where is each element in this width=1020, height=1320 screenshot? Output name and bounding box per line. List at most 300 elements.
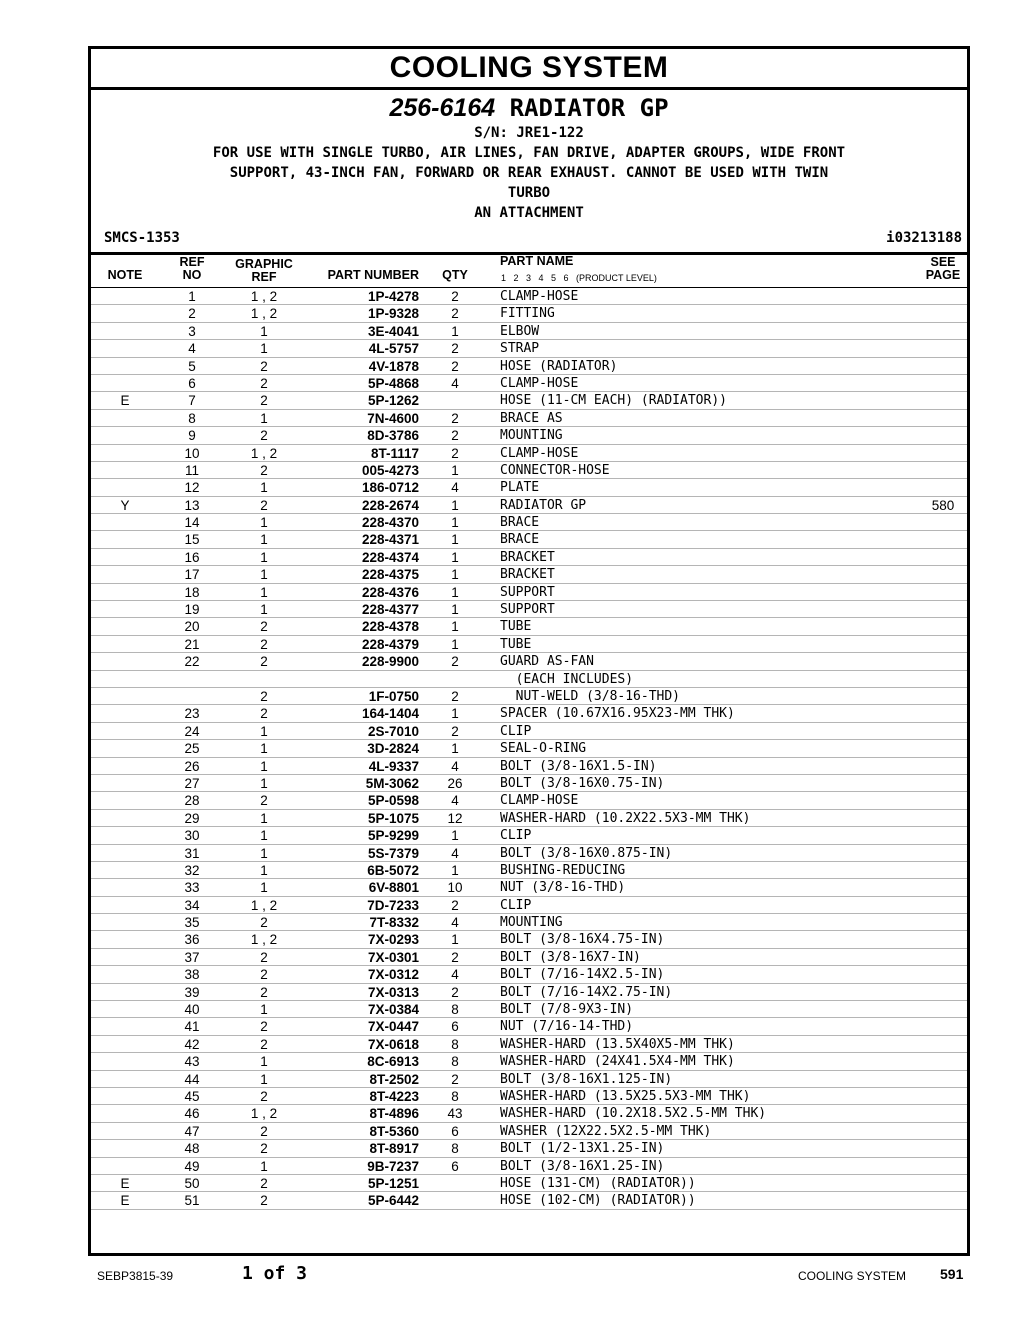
part-number-cell: 5S-7379 — [367, 845, 419, 861]
ref-no-cell: 37 — [184, 949, 200, 965]
part-name-cell: ELBOW — [500, 323, 540, 339]
part-number-cell: 7X-0618 — [367, 1036, 419, 1052]
part-number-cell: 186-0712 — [361, 480, 419, 496]
col-part-number-header: PART NUMBER — [327, 268, 419, 282]
ref-no-cell: 44 — [184, 1071, 200, 1087]
graphic-ref-cell: 2 — [260, 1193, 268, 1209]
part-name-cell: BOLT (7/8-9X3-IN) — [500, 1002, 634, 1018]
part-name-cell: NUT (3/8-16-THD) — [500, 880, 626, 896]
graphic-ref-cell: 2 — [260, 497, 268, 513]
attachment-label: AN ATTACHMENT — [474, 205, 584, 221]
graphic-ref-cell: 1 , 2 — [250, 932, 278, 948]
part-number-cell: 7X-0293 — [367, 932, 419, 948]
ref-no-cell: 48 — [184, 1141, 200, 1157]
graphic-ref-cell: 1 — [260, 880, 268, 896]
ref-no-cell: 12 — [184, 480, 200, 496]
part-number-cell: 4L-5757 — [368, 341, 419, 357]
graphic-ref-cell: 1 , 2 — [250, 289, 278, 304]
ref-no-cell: 47 — [184, 1123, 200, 1139]
part-name-cell: CLAMP-HOSE — [500, 793, 579, 809]
table-row — [91, 462, 967, 479]
part-name-cell: BOLT (7/16-14X2.5-IN) — [500, 967, 665, 983]
part-name-cell: BRACE — [500, 515, 540, 531]
table-row — [91, 479, 967, 496]
part-number-cell: 1P-9328 — [367, 306, 419, 322]
qty-cell: 2 — [451, 723, 459, 739]
ref-no-cell: 50 — [184, 1175, 200, 1191]
qty-cell: 1 — [451, 497, 459, 513]
group-description-line: FOR USE WITH SINGLE TURBO, AIR LINES, FAN DRIVE, ADAPTER GROUPS, WIDE FRONT — [212, 145, 846, 161]
part-number-cell: 228-4375 — [361, 567, 419, 583]
part-name-cell: TUBE — [500, 636, 532, 652]
note-cell: E — [120, 1193, 130, 1209]
part-number-cell: 4V-1878 — [368, 358, 419, 374]
part-name-cell: STRAP — [500, 341, 540, 357]
table-row — [91, 1018, 967, 1035]
graphic-ref-cell: 1 , 2 — [250, 445, 278, 461]
graphic-ref-cell: 1 — [260, 410, 268, 426]
part-number-cell: 7X-0313 — [367, 984, 419, 1000]
graphic-ref-cell: 2 — [260, 619, 268, 635]
ref-no-cell: 49 — [184, 1158, 200, 1174]
part-number-cell: 5P-6442 — [367, 1193, 419, 1209]
qty-cell: 1 — [451, 828, 459, 844]
ref-no-cell: 3 — [188, 323, 196, 339]
table-row — [91, 392, 967, 409]
serial-number: S/N: JRE1-122 — [474, 125, 584, 141]
ref-no-cell: 38 — [184, 967, 200, 983]
ref-no-cell: 4 — [188, 341, 196, 357]
ref-no-cell: 31 — [184, 845, 200, 861]
graphic-ref-cell: 1 — [260, 549, 268, 565]
part-number-cell: 228-9900 — [361, 654, 419, 670]
note-cell: E — [120, 1175, 130, 1191]
qty-cell: 1 — [451, 706, 459, 722]
part-number-cell: 5P-1262 — [367, 393, 419, 409]
table-row — [91, 323, 967, 340]
part-number-cell: 7N-4600 — [367, 410, 419, 426]
qty-cell: 1 — [451, 515, 459, 531]
graphic-ref-cell: 2 — [260, 915, 268, 931]
table-row — [91, 1001, 967, 1018]
graphic-ref-cell: 1 — [260, 828, 268, 844]
part-name-cell: HOSE (11-CM EACH) (RADIATOR)) — [500, 393, 727, 409]
ref-no-cell: 10 — [184, 445, 200, 461]
part-name-cell: SEAL-O-RING — [500, 741, 587, 757]
qty-cell: 2 — [451, 289, 459, 304]
illustration-id: i03213188 — [886, 230, 962, 246]
qty-cell: 8 — [451, 1054, 459, 1070]
table-row — [91, 827, 967, 844]
qty-cell: 6 — [451, 1123, 459, 1139]
graphic-ref-cell: 1 — [260, 584, 268, 600]
qty-cell: 4 — [451, 967, 459, 983]
table-row — [91, 705, 967, 722]
group-name: RADIATOR GP — [495, 94, 669, 122]
part-number-cell: 3D-2824 — [367, 741, 419, 757]
part-number-cell: 9B-7237 — [367, 1158, 419, 1174]
qty-cell: 2 — [451, 1071, 459, 1087]
table-row — [91, 410, 967, 427]
ref-no-cell: 32 — [184, 862, 200, 878]
table-row — [91, 775, 967, 792]
group-description-line: TURBO — [507, 185, 551, 201]
col-see-top: SEE — [930, 255, 956, 269]
part-name-cell: BOLT (3/8-16X7-IN) — [500, 949, 641, 965]
qty-cell: 1 — [451, 862, 459, 878]
part-name-cell: BOLT (3/8-16X0.75-IN) — [500, 775, 665, 791]
part-number-cell: 228-4374 — [361, 549, 419, 565]
part-name-cell: BOLT (3/8-16X1.5-IN) — [500, 758, 657, 774]
table-row — [91, 1105, 967, 1122]
table-row — [91, 758, 967, 775]
qty-cell: 1 — [451, 602, 459, 618]
part-name-cell: BRACKET — [500, 567, 555, 583]
table-row — [91, 966, 967, 983]
footer-page-number: 591 — [940, 1266, 964, 1282]
table-row — [91, 375, 967, 392]
part-number-cell: 228-2674 — [361, 497, 419, 513]
graphic-ref-cell: 2 — [260, 793, 268, 809]
graphic-ref-cell: 1 — [260, 741, 268, 757]
table-row — [91, 653, 967, 670]
table-row — [91, 618, 967, 635]
table-row — [91, 810, 967, 827]
part-number-cell: 2S-7010 — [367, 723, 419, 739]
part-number-cell: 6B-5072 — [367, 862, 419, 878]
graphic-ref-cell: 2 — [260, 375, 268, 391]
see-page-cell: 580 — [931, 497, 955, 513]
part-name-cell: NUT-WELD (3/8-16-THD) — [500, 688, 681, 704]
table-row — [91, 914, 967, 931]
table-row — [91, 288, 967, 305]
part-number-cell: 228-4377 — [361, 602, 419, 618]
group-description-line: SUPPORT, 43-INCH FAN, FORWARD OR REAR EXHAUST. CANNOT BE USED WITH TWIN — [229, 165, 829, 181]
col-see-page-header — [913, 256, 973, 282]
qty-cell: 43 — [447, 1106, 463, 1122]
part-name-cell: NUT (7/16-14-THD) — [500, 1019, 634, 1035]
ref-no-cell: 24 — [184, 723, 200, 739]
part-number-cell: 8T-4896 — [369, 1106, 419, 1122]
table-row — [91, 723, 967, 740]
part-name-cell: WASHER-HARD (13.5X40X5-MM THK) — [500, 1036, 735, 1052]
graphic-ref-cell: 2 — [260, 1088, 268, 1104]
ref-no-cell: 41 — [184, 1019, 200, 1035]
product-level-legend: 1 2 3 4 5 6 (PRODUCT LEVEL) — [501, 273, 657, 283]
qty-cell: 1 — [451, 549, 459, 565]
part-name-cell: CONNECTOR-HOSE — [500, 462, 610, 478]
table-row — [91, 688, 967, 705]
part-name-cell: WASHER-HARD (24X41.5X4-MM THK) — [500, 1054, 735, 1070]
part-number-cell: 8D-3786 — [367, 428, 419, 444]
part-name-cell: BOLT (3/8-16X0.875-IN) — [500, 845, 673, 861]
graphic-ref-cell: 1 — [260, 758, 268, 774]
part-name-cell: WASHER-HARD (10.2X22.5X3-MM THK) — [500, 810, 751, 826]
qty-cell: 1 — [451, 741, 459, 757]
part-number-cell: 228-4378 — [361, 619, 419, 635]
ref-no-cell: 11 — [184, 462, 199, 478]
qty-cell: 1 — [451, 636, 459, 652]
part-name-cell: WASHER-HARD (10.2X18.5X2.5-MM THK) — [500, 1106, 767, 1122]
graphic-ref-cell: 2 — [260, 1036, 268, 1052]
table-row — [91, 1175, 967, 1192]
ref-no-cell: 9 — [188, 428, 196, 444]
graphic-ref-cell: 1 — [260, 775, 268, 791]
graphic-ref-cell: 2 — [260, 706, 268, 722]
part-number-cell: 3E-4041 — [367, 323, 419, 339]
ref-no-cell: 5 — [188, 358, 196, 374]
part-name-cell: HOSE (102-CM) (RADIATOR)) — [500, 1193, 696, 1209]
ref-no-cell: 6 — [188, 375, 196, 391]
part-number-cell: 7X-0384 — [367, 1002, 419, 1018]
col-graphic-header — [229, 258, 299, 284]
part-name-cell: SPACER (10.67X16.95X23-MM THK) — [500, 706, 735, 722]
part-number-cell: 164-1404 — [361, 706, 419, 722]
part-number-cell: 7T-8332 — [369, 915, 419, 931]
part-number-cell: 7X-0312 — [367, 967, 419, 983]
graphic-ref-cell: 2 — [260, 1141, 268, 1157]
ref-no-cell: 19 — [184, 602, 200, 618]
qty-cell: 12 — [447, 810, 463, 826]
ref-no-cell: 23 — [184, 706, 200, 722]
qty-cell: 1 — [451, 462, 459, 478]
part-number-cell: 5P-0598 — [367, 793, 419, 809]
table-row — [91, 497, 967, 514]
note-cell: E — [120, 393, 130, 409]
part-name-cell: BOLT (3/8-16X4.75-IN) — [500, 932, 665, 948]
table-row — [91, 514, 967, 531]
table-row — [91, 445, 967, 462]
graphic-ref-cell: 2 — [260, 462, 268, 478]
part-name-cell: WASHER (12X22.5X2.5-MM THK) — [500, 1123, 712, 1139]
ref-no-cell: 14 — [184, 515, 200, 531]
table-row — [91, 740, 967, 757]
ref-no-cell: 18 — [184, 584, 200, 600]
footer-page-of: 1 of 3 — [242, 1263, 308, 1284]
col-see-bottom: PAGE — [925, 268, 961, 282]
parts-page-frame — [88, 46, 970, 1256]
ref-no-cell: 29 — [184, 810, 200, 826]
ref-no-cell: 2 — [188, 306, 196, 322]
graphic-ref-cell: 1 , 2 — [250, 1106, 278, 1122]
ref-no-cell: 39 — [184, 984, 200, 1000]
group-number: 256-6164 — [389, 94, 496, 122]
ref-no-cell: 21 — [184, 636, 200, 652]
ref-no-cell: 16 — [184, 549, 200, 565]
table-row — [91, 1071, 967, 1088]
graphic-ref-cell: 2 — [260, 949, 268, 965]
ref-no-cell: 40 — [184, 1002, 200, 1018]
graphic-ref-cell: 2 — [260, 1019, 268, 1035]
qty-cell: 2 — [451, 306, 459, 322]
table-row — [91, 340, 967, 357]
ref-no-cell: 51 — [184, 1193, 200, 1209]
graphic-ref-cell: 2 — [260, 428, 268, 444]
part-name-cell: HOSE (131-CM) (RADIATOR)) — [500, 1175, 696, 1191]
part-number-cell: 4L-9337 — [368, 758, 419, 774]
qty-cell: 2 — [451, 984, 459, 1000]
part-number-cell: 8T-5360 — [369, 1123, 419, 1139]
part-number-cell: 5P-4868 — [367, 375, 419, 391]
graphic-ref-cell: 2 — [260, 358, 268, 374]
col-ref-top: REF — [179, 255, 205, 269]
graphic-ref-cell: 1 , 2 — [250, 306, 278, 322]
table-row — [91, 931, 967, 948]
part-name-cell: HOSE (RADIATOR) — [500, 358, 618, 374]
ref-no-cell: 46 — [184, 1106, 200, 1122]
part-name-cell: CLAMP-HOSE — [500, 289, 579, 304]
qty-cell: 8 — [451, 1088, 459, 1104]
qty-cell: 2 — [451, 410, 459, 426]
part-name-cell: WASHER-HARD (13.5X25.5X3-MM THK) — [500, 1088, 751, 1104]
part-name-cell: CLIP — [500, 828, 532, 844]
qty-cell: 4 — [451, 758, 459, 774]
ref-no-cell: 15 — [184, 532, 200, 548]
graphic-ref-cell: 1 — [260, 567, 268, 583]
part-number-cell: 5P-9299 — [367, 828, 419, 844]
part-number-cell: 1P-4278 — [367, 289, 419, 304]
graphic-ref-cell: 1 — [260, 515, 268, 531]
col-graphic-bottom: REF — [251, 270, 277, 284]
ref-no-cell: 7 — [188, 393, 196, 409]
graphic-ref-cell: 1 — [260, 602, 268, 618]
qty-cell: 1 — [451, 932, 459, 948]
graphic-ref-cell: 1 — [260, 323, 268, 339]
group-header — [91, 93, 967, 223]
table-row — [91, 1088, 967, 1105]
qty-cell: 6 — [451, 1158, 459, 1174]
part-name-cell: GUARD AS-FAN — [500, 654, 594, 670]
table-row — [91, 584, 967, 601]
table-row — [91, 566, 967, 583]
qty-cell: 6 — [451, 1019, 459, 1035]
part-number-cell: 7X-0301 — [367, 949, 419, 965]
section-title: COOLING SYSTEM — [91, 49, 967, 90]
part-number-cell: 5P-1075 — [367, 810, 419, 826]
part-name-cell: CLIP — [500, 897, 532, 913]
table-row — [91, 1158, 967, 1175]
ref-no-cell: 25 — [184, 741, 200, 757]
qty-cell: 2 — [451, 428, 459, 444]
ref-no-cell: 26 — [184, 758, 200, 774]
ref-no-cell: 30 — [184, 828, 200, 844]
col-ref-bottom: NO — [182, 268, 202, 282]
part-number-cell: 7X-0447 — [367, 1019, 419, 1035]
part-name-cell: FITTING — [500, 306, 555, 322]
table-row — [91, 862, 967, 879]
qty-cell: 8 — [451, 1141, 459, 1157]
part-number-cell: 1F-0750 — [368, 688, 419, 704]
col-graphic-top: GRAPHIC — [235, 257, 293, 271]
ref-no-cell: 33 — [184, 880, 200, 896]
ref-no-cell: 35 — [184, 915, 200, 931]
table-row — [91, 879, 967, 896]
ref-no-cell: 45 — [184, 1088, 200, 1104]
part-number-cell: 228-4376 — [361, 584, 419, 600]
qty-cell: 2 — [451, 445, 459, 461]
part-number-cell: 8T-8917 — [369, 1141, 419, 1157]
qty-cell: 1 — [451, 567, 459, 583]
table-row — [91, 949, 967, 966]
graphic-ref-cell: 1 — [260, 810, 268, 826]
part-name-cell: BOLT (3/8-16X1.125-IN) — [500, 1071, 673, 1087]
qty-cell: 2 — [451, 654, 459, 670]
qty-cell: 2 — [451, 897, 459, 913]
ref-no-cell: 28 — [184, 793, 200, 809]
table-row — [91, 792, 967, 809]
qty-cell: 4 — [451, 915, 459, 931]
table-row — [91, 1053, 967, 1070]
table-row — [91, 1036, 967, 1053]
part-number-cell: 005-4273 — [361, 462, 419, 478]
footer-section: COOLING SYSTEM — [798, 1269, 907, 1283]
col-ref-header — [171, 256, 213, 282]
part-number-cell: 8C-6913 — [367, 1054, 419, 1070]
graphic-ref-cell: 2 — [260, 984, 268, 1000]
col-note-header: NOTE — [107, 268, 143, 282]
qty-cell: 4 — [451, 375, 459, 391]
table-row — [91, 897, 967, 914]
part-name-cell: MOUNTING — [500, 428, 563, 444]
qty-cell: 4 — [451, 845, 459, 861]
table-row — [91, 671, 967, 688]
part-name-cell: BOLT (1/2-13X1.25-IN) — [500, 1141, 665, 1157]
table-row — [91, 636, 967, 653]
ref-no-cell: 1 — [188, 289, 196, 304]
graphic-ref-cell: 1 — [260, 341, 268, 357]
table-row — [91, 601, 967, 618]
part-number-cell: 7D-7233 — [367, 897, 419, 913]
smcs-code: SMCS-1353 — [104, 230, 180, 246]
part-number-cell: 5P-1251 — [367, 1175, 419, 1191]
part-number-cell: 6V-8801 — [368, 880, 419, 896]
qty-cell: 1 — [451, 619, 459, 635]
part-name-cell: BRACE AS — [500, 410, 563, 426]
qty-cell: 8 — [451, 1002, 459, 1018]
note-cell: Y — [120, 497, 130, 513]
graphic-ref-cell: 1 — [260, 862, 268, 878]
part-name-cell: BOLT (3/8-16X1.25-IN) — [500, 1158, 665, 1174]
graphic-ref-cell: 1 — [260, 532, 268, 548]
table-row — [91, 1123, 967, 1140]
graphic-ref-cell: 2 — [260, 1123, 268, 1139]
group-title — [91, 93, 967, 123]
part-name-cell: SUPPORT — [500, 602, 555, 618]
part-name-cell: BOLT (7/16-14X2.75-IN) — [500, 984, 673, 1000]
part-number-cell: 8T-1117 — [370, 445, 419, 461]
col-qty-header: QTY — [442, 268, 468, 282]
ref-no-cell: 42 — [184, 1036, 200, 1052]
table-row — [91, 358, 967, 375]
qty-cell: 8 — [451, 1036, 459, 1052]
qty-cell: 26 — [447, 775, 463, 791]
ref-no-cell: 36 — [184, 932, 200, 948]
graphic-ref-cell: 2 — [260, 967, 268, 983]
col-part-name-header: PART NAME — [500, 254, 574, 268]
table-row — [91, 305, 967, 322]
table-row — [91, 984, 967, 1001]
qty-cell: 2 — [451, 341, 459, 357]
graphic-ref-cell: 1 — [260, 723, 268, 739]
ref-no-cell: 43 — [184, 1054, 200, 1070]
part-name-cell: BRACKET — [500, 549, 555, 565]
ref-no-cell: 13 — [184, 497, 200, 513]
part-number-cell: 228-4371 — [361, 532, 419, 548]
graphic-ref-cell: 1 — [260, 480, 268, 496]
part-name-cell: CLIP — [500, 723, 532, 739]
part-name-cell: (EACH INCLUDES) — [500, 671, 634, 687]
qty-cell: 10 — [447, 880, 463, 896]
